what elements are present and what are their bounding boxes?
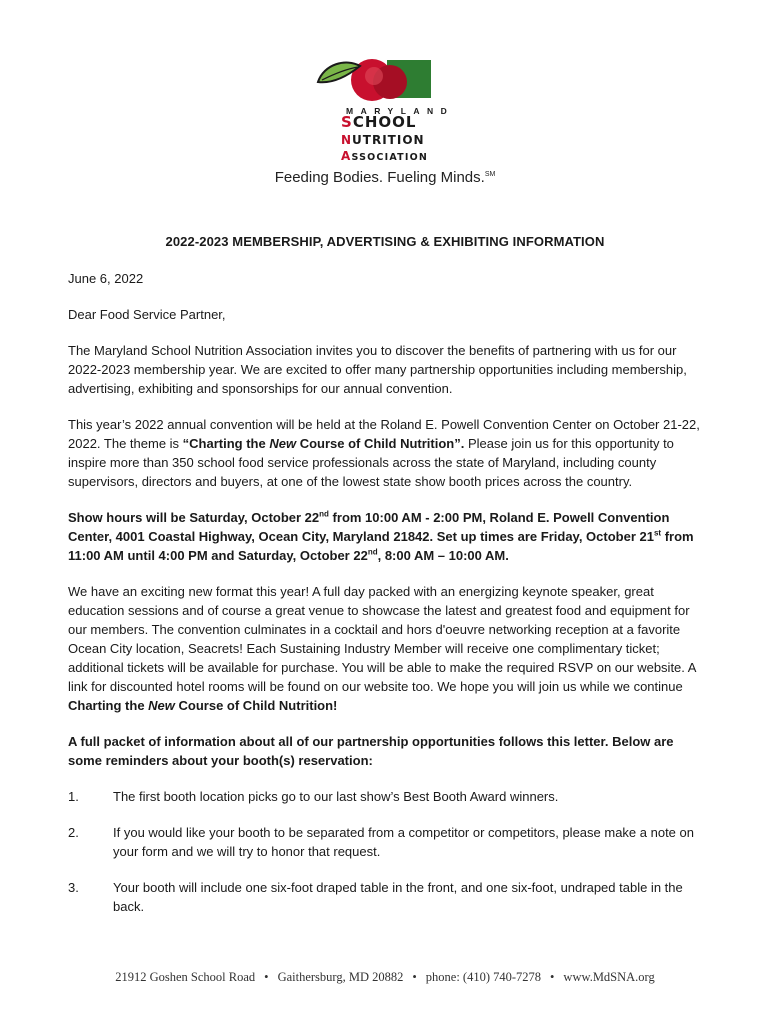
- footer-phone: phone: (410) 740-7278: [425, 970, 542, 984]
- convention-paragraph: This year’s 2022 annual convention will be held at the Roland E. Powell Convention Center on October 21-22, 2022. The theme is “Charting the New Course of Child Nutrition”. Please join us for this opportunity to inspire more than 350 school food service professionals across the state of Maryland, including county supervisors, directors and buyers, at one of the lowest state show booth prices across the country.: [68, 417, 700, 489]
- list-number: 2.: [68, 825, 79, 840]
- org-name-school: SCHOOL: [341, 113, 417, 131]
- letter-date: June 6, 2022: [68, 271, 144, 286]
- new-format-paragraph: We have an exciting new format this year! A full day packed with an energizing keynote speaker, great education sessions and of course a great venue to showcase the latest and greatest food and equipment for our members. The convention culminates in a cocktail and hors d'oeuvre networking reception at a favorite Ocean City location, Seacrets! Each Sustaining Industry Member will receive one complimentary ticket; additional tickets will be available for purchase. You will be able to make the required RSVP on our website. A link for discounted hotel rooms will be found on our website too. We hope you will join us while we continue Charting the New Course of Child Nutrition!: [68, 584, 696, 713]
- list-text: If you would like your booth to be separated from a competitor or competitors, please make a note on your form and we will try to honor that request.: [113, 825, 694, 859]
- bullet-separator: •: [412, 970, 417, 984]
- list-item: [68, 787, 702, 806]
- list-number: 1.: [68, 789, 79, 804]
- tagline: Feeding Bodies. Fueling Minds.℠: [274, 169, 496, 186]
- bullet-separator: •: [550, 970, 555, 984]
- show-hours-paragraph: Show hours will be Saturday, October 22nd from 10:00 AM - 2:00 PM, Roland E. Powell Convention Center, 4001 Coastal Highway, Ocean City, Maryland 21842. Set up times are Friday, October 21st from 11:00 AM until 4:00 PM and Saturday, October 22nd, 8:00 AM – 10:00 AM.: [68, 509, 694, 563]
- list-text: Your booth will include one six-foot draped table in the front, and one six-foot, undraped table in the back.: [113, 880, 683, 914]
- service-mark: SM: [484, 171, 496, 178]
- org-name-association: ASSOCIATION: [341, 149, 428, 163]
- packet-note-paragraph: A full packet of information about all of our partnership opportunities follows this letter. Below are some reminders about your booth(s) reservation:: [68, 734, 674, 768]
- salutation: Dear Food Service Partner,: [68, 307, 226, 322]
- footer-city: Gaithersburg, MD 20882: [277, 970, 404, 984]
- list-item: [68, 823, 702, 861]
- footer-address: 21912 Goshen School Road: [115, 970, 256, 984]
- letter-title: 2022-2023 MEMBERSHIP, ADVERTISING & EXHIBITING INFORMATION: [165, 234, 605, 249]
- footer-website[interactable]: www.MdSNA.org: [563, 970, 655, 984]
- intro-paragraph: The Maryland School Nutrition Association invites you to discover the benefits of partnering with us for our 2022-2023 membership year. We are excited to offer many partnership opportunities including membership, advertising, exhibiting and sponsorships for our annual convention.: [68, 343, 687, 396]
- list-number: 3.: [68, 880, 79, 895]
- footer-contact: [0, 968, 770, 987]
- letter-body: [68, 232, 702, 933]
- list-text: The first booth location picks go to our last show’s Best Booth Award winners.: [113, 789, 559, 804]
- org-state: MARYLAND: [346, 106, 455, 116]
- bullet-separator: •: [264, 970, 269, 984]
- org-name-nutrition: NUTRITION: [341, 133, 425, 147]
- list-item: [68, 878, 702, 916]
